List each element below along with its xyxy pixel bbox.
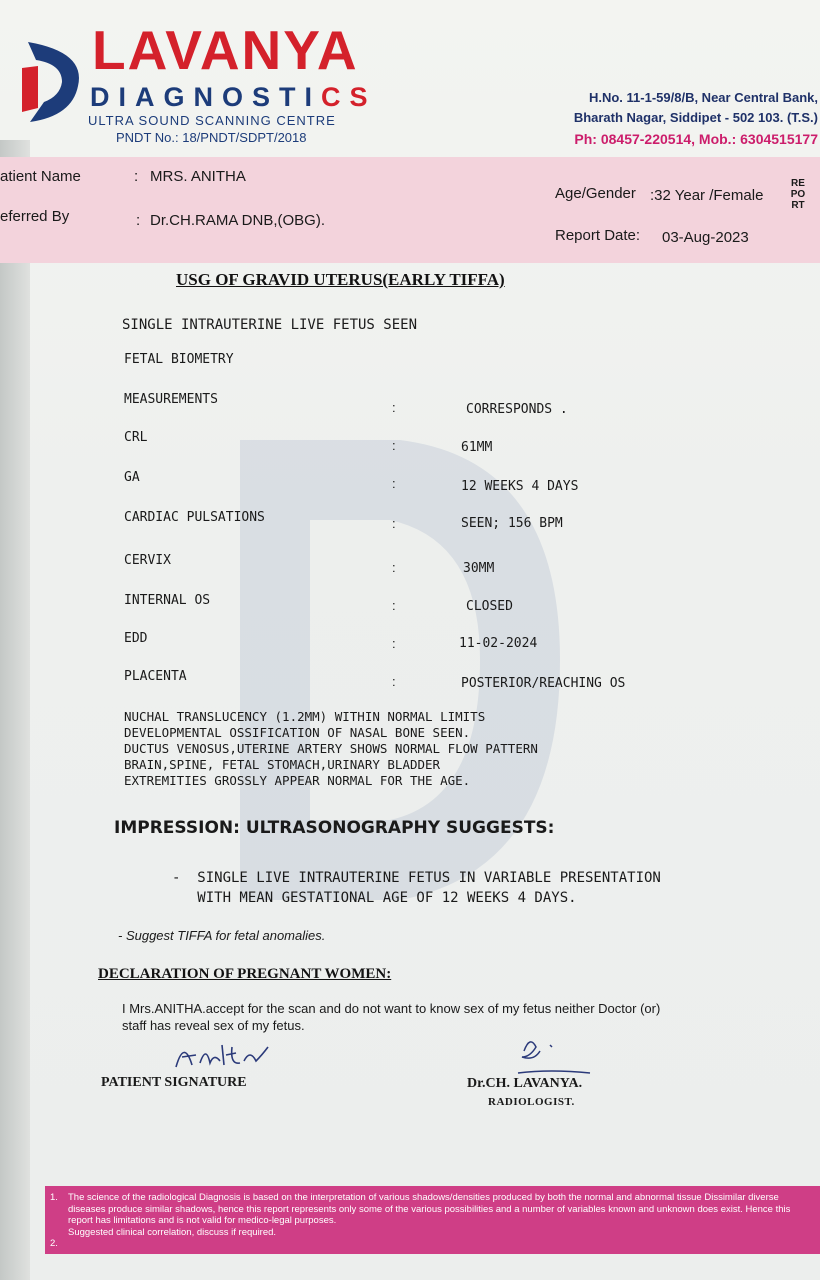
declaration-title: DECLARATION OF PREGNANT WOMEN: [98,966,392,982]
impression-item [172,868,661,908]
row-label: INTERNAL OS [124,593,211,608]
patient-info-band [0,157,820,263]
footer-number-1: 1. [50,1192,58,1203]
row-value: 11-02-2024 [459,636,538,651]
doctor-name: Dr.CH. LAVANYA. [467,1076,583,1091]
row-value: 61MM [461,440,493,455]
report-title: USG OF GRAVID UTERUS(EARLY TIFFA) [176,270,505,289]
doctor-role: RADIOLOGIST. [488,1096,575,1108]
report-date-label: Report Date: [555,227,641,244]
note-line: EXTREMITIES GROSSLY APPEAR NORMAL FOR THE AGE. [124,773,471,788]
row-colon: : [392,674,396,689]
patient-signature-label: PATIENT SIGNATURE [101,1075,247,1090]
finding-line-1: SINGLE INTRAUTERINE LIVE FETUS SEEN [122,317,418,333]
note-line: BRAIN,SPINE, FETAL STOMACH,URINARY BLADDER [124,757,441,772]
impression-heading: IMPRESSION: ULTRASONOGRAPHY SUGGESTS: [114,818,555,838]
referred-by-label: eferred By [0,208,70,225]
note-line: DUCTUS VENOSUS,UTERINE ARTERY SHOWS NORMAL FLOW PATTERN [124,741,538,756]
row-colon: : [392,438,396,453]
binder-edge [0,140,30,1280]
phone-numbers: Ph: 08457-220514, Mob.: 6304515177 [574,131,818,147]
row-colon: : [392,400,396,415]
brand-subtitle-main: DIAGNOSTI [90,82,322,112]
row-value: CLOSED [466,599,513,614]
patient-name-sep: : [134,168,139,185]
brand-name: LAVANYA [92,19,359,81]
row-colon: : [392,516,396,531]
row-colon: : [392,598,396,613]
row-label: CARDIAC PULSATIONS [124,510,265,525]
row-value: 30MM [463,561,495,576]
row-colon: : [392,476,396,491]
address-line-1: H.No. 11-1-59/8/B, Near Central Bank, [588,90,818,105]
brand-subtitle [90,82,377,112]
age-gender-label: Age/Gender [555,185,636,202]
brand-subtitle-end: CS [321,82,377,112]
referred-by-sep: : [136,212,141,229]
footer-number-2: 2. [50,1238,58,1249]
row-value: POSTERIOR/REACHING OS [461,676,626,691]
report-date-value: 03-Aug-2023 [662,229,749,246]
impression-line-1: - SINGLE LIVE INTRAUTERINE FETUS IN VARIABLE PRESENTATION [172,870,661,886]
doctor-signature-icon [510,1033,600,1077]
row-label: PLACENTA [124,669,187,684]
declaration-text: I Mrs.ANITHA.accept for the scan and do not want to know sex of my fetus neither Doctor (or) staff has reveal sex of my fetus. [122,1001,661,1033]
note-line: NUCHAL TRANSLUCENCY (1.2MM) WITHIN NORMAL LIMITS [124,709,486,724]
row-label: EDD [124,631,148,646]
note-line: DEVELOPMENTAL OSSIFICATION OF NASAL BONE SEEN. [124,725,471,740]
referred-by-value: Dr.CH.RAMA DNB,(OBG). [150,212,326,229]
row-value: CORRESPONDS . [466,402,568,417]
row-colon: : [392,560,396,575]
footer-text [68,1192,808,1238]
brand-tagline: ULTRA SOUND SCANNING CENTRE [88,113,336,128]
age-gender-value: :32 Year /Female [650,187,764,204]
watermark-logo-icon [200,400,580,920]
row-value: SEEN; 156 BPM [461,516,563,531]
row-value: 12 WEEKS 4 DAYS [461,479,579,494]
pndt-number: PNDT No.: 18/PNDT/SDPT/2018 [116,130,307,145]
suggestion-note: - Suggest TIFFA for fetal anomalies. [118,928,326,943]
row-label: GA [124,470,140,485]
impression-line-2: WITH MEAN GESTATIONAL AGE OF 12 WEEKS 4 DAYS. [172,890,577,906]
report-side-label: REPORT [790,178,806,211]
footer-line-2: Suggested clinical correlation, discuss if required. [68,1226,277,1238]
finding-line-2: FETAL BIOMETRY [124,352,234,367]
row-label: CRL [124,430,148,445]
findings-notes [124,709,538,789]
patient-name-value: MRS. ANITHA [150,168,246,185]
address-line-2: Bharath Nagar, Siddipet - 502 103. (T.S.) [573,110,818,125]
row-label: MEASUREMENTS [124,392,218,407]
row-colon: : [392,636,396,651]
footer-line-1: The science of the radiological Diagnosis is based on the interpretation of various shadows/densities produced by both the normal and abnormal tissue Dissimilar diverse diseases produce similar shadows, hence this report represents only some of the various possibilities and a number of variables known and unknown does exist. Hence this report has limitations and is not valid for medico-legal purposes. [68,1192,791,1226]
row-label: CERVIX [124,553,171,568]
patient-signature-icon [170,1035,280,1075]
lavanya-logo-icon [22,38,88,124]
patient-name-label: atient Name [0,168,81,185]
